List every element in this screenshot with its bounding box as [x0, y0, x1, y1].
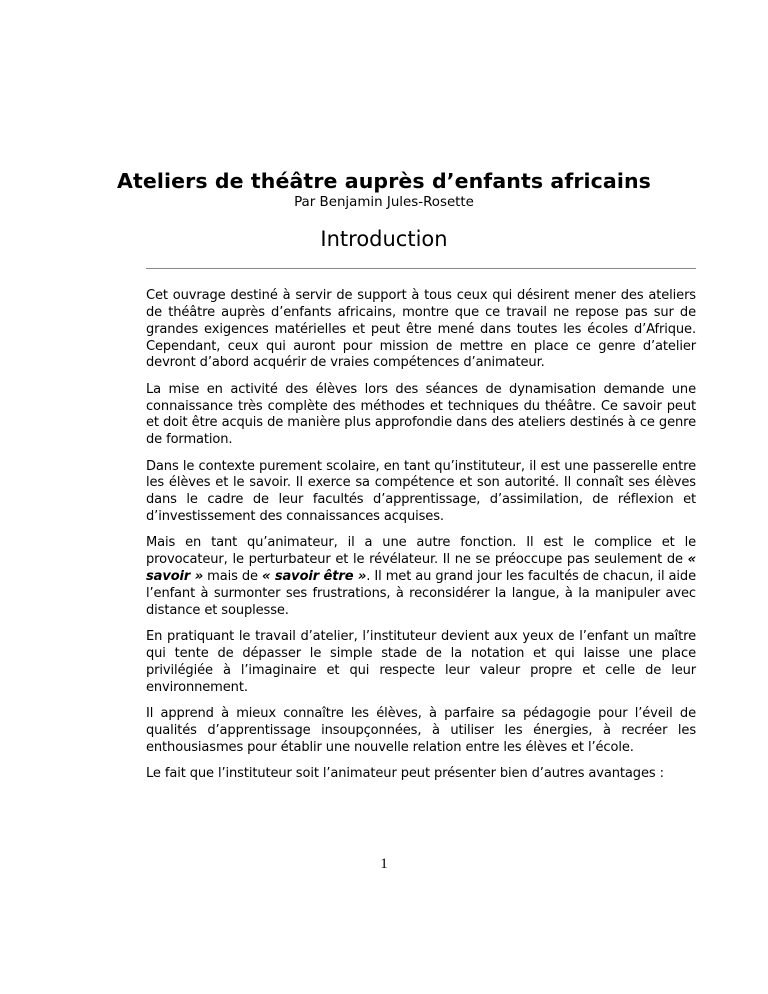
paragraph-1: Cet ouvrage destiné à servir de support à tous ceux qui désirent mener des ateliers de théâtre auprès d’enfants africains, montre que ce travail ne repose pas sur de grandes exigences matérielles et peut être mené dans toutes les écoles d’Afrique. Cependant, ceux qui auront pour mission de mettre en place ce genre d’atelier devront d’abord acquérir de vraies compétences d’animateur.	[146, 288, 696, 371]
section-title: Introduction	[320, 227, 448, 251]
paragraph-4	[146, 535, 696, 619]
emphasis-savoir: « savoir »	[146, 552, 696, 585]
page-number: 1	[380, 856, 388, 872]
paragraph-4-text-b: mais de	[203, 569, 263, 585]
paragraph-4-text-a: Mais en tant qu’animateur, il a une autre fonction. Il est le complice et le provocateur, le perturbateur et le révélateur. Il ne se préoccupe pas seulement de	[146, 535, 696, 568]
paragraph-6: Il apprend à mieux connaître les élèves, à parfaire sa pédagogie pour l’éveil de qualités d’apprentissage insoupçonnées, à utiliser les énergies, à recréer les enthousiasmes pour établir une nouvelle relation entre les élèves et l’école.	[146, 706, 696, 755]
paragraph-2: La mise en activité des élèves lors des séances de dynamisation demande une connaissance très complète des méthodes et techniques du théâtre. Ce savoir peut et doit être acquis de manière plus approfondie dans des ateliers destinés à ce genre de formation.	[146, 381, 696, 448]
emphasis-savoir-etre: « savoir être »	[262, 569, 367, 585]
paragraph-4-text-c: . Il met au grand jour les facultés de chacun, il aide l’enfant à surmonter ses frustrations, à reconsidérer la langue, à la manipuler avec distance et souplesse.	[146, 569, 696, 618]
paragraph-3: Dans le contexte purement scolaire, en tant qu’instituteur, il est une passerelle entre les élèves et le savoir. Il exerce sa compétence et son autorité. Il connaît ses élèves dans le cadre de leur facultés d’apprentissage, d’assimilation, de réflexion et d’investissement des connaissances acquises.	[146, 458, 696, 525]
document-title: Ateliers de théâtre auprès d’enfants africains	[117, 169, 651, 193]
paragraph-5: En pratiquant le travail d’atelier, l’instituteur devient aux yeux de l’enfant un maître qui tente de dépasser le simple stade de la notation et qui laisse une place privilégiée à l’imaginaire et qui respecte leur valeur propre et celle de leur environnement.	[146, 629, 696, 695]
body-text	[146, 288, 696, 792]
paragraph-7: Le fait que l’instituteur soit l’animateur peut présenter bien d’autres avantages :	[146, 766, 664, 782]
document-author: Par Benjamin Jules-Rosette	[294, 195, 474, 210]
section-divider	[146, 268, 696, 269]
